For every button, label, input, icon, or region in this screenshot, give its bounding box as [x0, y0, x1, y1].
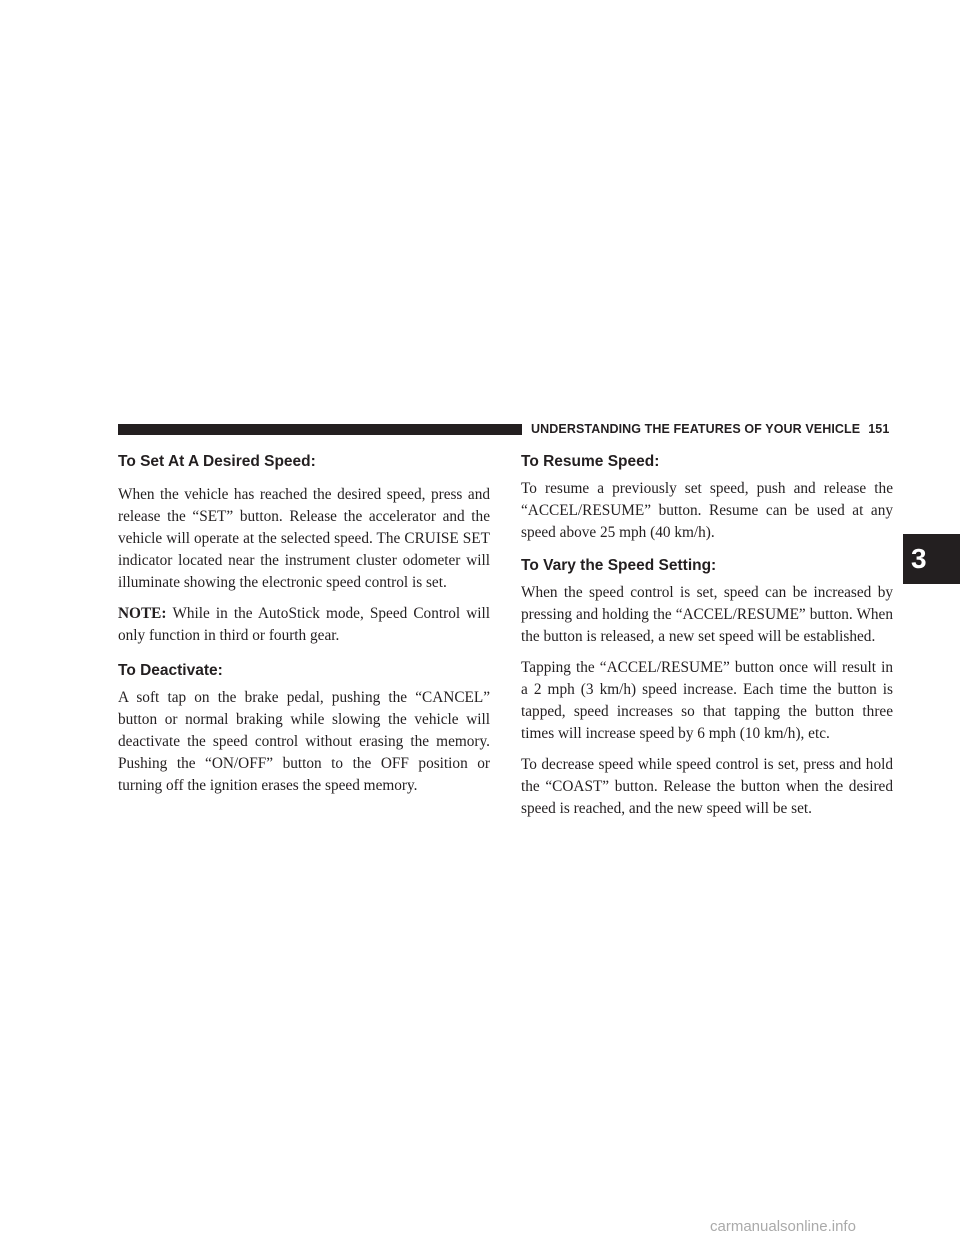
watermark: carmanualsonline.info	[710, 1218, 856, 1235]
heading-set-speed: To Set At A Desired Speed:	[118, 453, 316, 470]
paragraph-resume: To resume a previously set speed, push and release the “ACCEL/RESUME” button. Resume can be used at any speed above 25 mph (40 km/h).	[521, 480, 893, 541]
note-text: While in the AutoStick mode, Speed Control will only function in third or fourth gear.	[118, 605, 490, 644]
heading-resume: To Resume Speed:	[521, 453, 660, 470]
note-label: NOTE:	[118, 605, 167, 622]
heading-deactivate: To Deactivate:	[118, 662, 223, 679]
header-rule	[118, 424, 522, 435]
paragraph-vary-1: When the speed control is set, speed can be increased by pressing and holding the “ACCEL/RESUME” button. When the button is released, a new set speed will be established.	[521, 584, 893, 645]
right-column	[521, 452, 893, 829]
paragraph-vary-2: Tapping the “ACCEL/RESUME” button once will result in a 2 mph (3 km/h) speed increase. Each time the button is tapped, speed increases so that tapping the button three times will increase speed by 6 mph (10 km/h), etc.	[521, 659, 893, 742]
note	[118, 603, 490, 647]
running-header	[531, 421, 911, 438]
page-number: 151	[868, 422, 890, 436]
header-title: UNDERSTANDING THE FEATURES OF YOUR VEHICLE	[531, 422, 861, 436]
heading-vary: To Vary the Speed Setting:	[521, 557, 717, 574]
chapter-tab: 3	[903, 534, 960, 584]
paragraph-deactivate: A soft tap on the brake pedal, pushing the “CANCEL” button or normal braking while slowing the vehicle will deactivate the speed control without erasing the memory. Pushing the “ON/OFF” button to the OFF position or turning off the ignition erases the speed memory.	[118, 689, 490, 794]
left-column	[118, 452, 490, 806]
paragraph-set-speed: When the vehicle has reached the desired speed, press and release the “SET” button. Release the accelerator and the vehicle will operate at the selected speed. The CRUISE SET indicator located near the instrument cluster odometer will illuminate showing the electronic speed control is set.	[118, 486, 490, 591]
paragraph-vary-3: To decrease speed while speed control is set, press and hold the “COAST” button. Release the button when the desired speed is reached, and the new speed will be set.	[521, 756, 893, 817]
